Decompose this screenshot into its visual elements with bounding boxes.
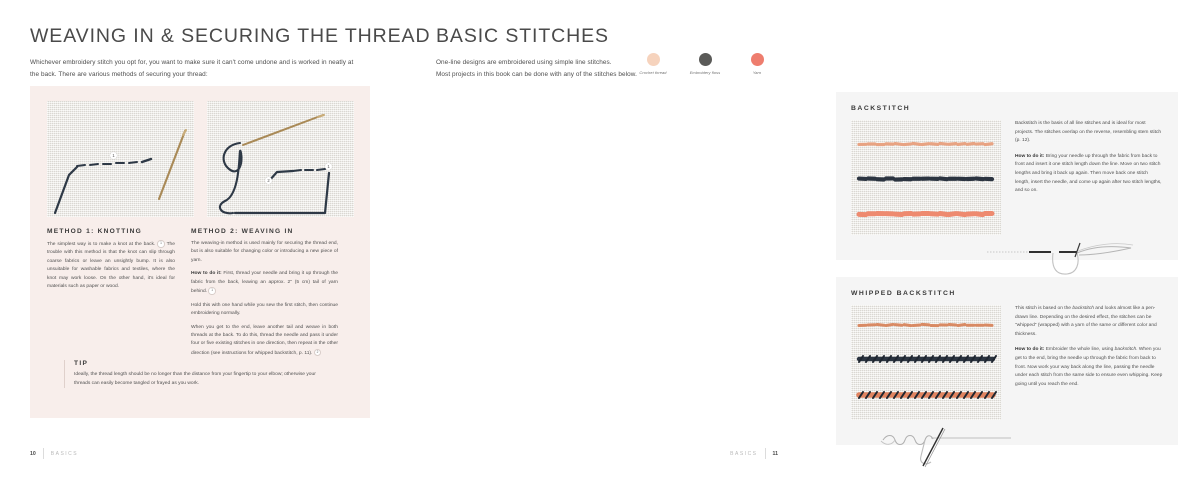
photo-weaving-in <box>207 101 354 217</box>
swatch-dot <box>647 53 660 66</box>
backstitch-howto-label: How to do it: <box>1015 153 1045 159</box>
whipped-diagram <box>851 424 1163 468</box>
swatch-dot <box>699 53 712 66</box>
tip-body: Ideally, the thread length should be no longer than the distance from your fingertip to your elbow; otherwise your threads can easily become tangled or frayed as you work. <box>74 372 316 386</box>
footer-divider <box>765 448 766 459</box>
footer-left <box>30 448 78 459</box>
backstitch-howto-text: Bring your needle up through the fabric from back to front and insert it one stitch length down the line. Move on two stitch lengths and bring it back up again. Then move back one stitch length, insert the needle, and come up again after two stitch lengths, and so on. <box>1015 153 1162 194</box>
legend-label: Yarn <box>752 70 762 75</box>
whipped-howto-post: . When you get to the end, bring the needle up through the fabric from back to front. Now work your way back along the line, passing the needle under each stitch from the same side to ensure even whipping. Keep going until you reach the end. <box>1015 347 1163 387</box>
card-whipped-row <box>851 305 1163 420</box>
method-2-howto-2: Hold this with one hand while you sew the first stitch, then continue embroidering normally. <box>191 302 338 317</box>
whipped-intro-em: backstitch <box>1072 306 1094 311</box>
photo-marker: 2 <box>265 177 272 184</box>
knotting-illustration <box>47 101 197 217</box>
whipped-howto-pre: Embroider the whole line, using <box>1045 347 1115 353</box>
photo-backstitch-sample <box>851 120 1001 235</box>
backstitch-intro: Backstitch is the basis of all line stitches and is ideal for most projects. The stitches overlap on the reverse, resembling stem stitch (p. 12). <box>1015 121 1162 144</box>
footer-section-left: BASICS <box>50 450 79 457</box>
inline-marker: 1 <box>157 240 165 248</box>
card-backstitch-heading: BACKSTITCH <box>851 105 911 112</box>
method-2-howto-3 <box>191 324 338 359</box>
method-2-intro: The weaving-in method is used mainly for securing the thread end, but is also suitable for changing color or introducing a new piece of yarn. <box>191 241 338 263</box>
whipped-howto <box>1015 346 1163 389</box>
swatch-dot <box>751 53 764 66</box>
intro-line-1: One-line designs are embroidered using simple line stitches. <box>436 59 612 67</box>
page-title-right: BASIC STITCHES <box>436 25 609 47</box>
card-whipped-heading: WHIPPED BACKSTITCH <box>851 290 956 297</box>
thread-legend <box>632 53 778 75</box>
backstitch-howto <box>1015 153 1163 196</box>
page-title-left: WEAVING IN & SECURING THE THREAD <box>30 25 431 47</box>
card-backstitch-text <box>1015 120 1163 235</box>
tip-heading: TIP <box>74 360 89 367</box>
whipped-howto-em: backstitch <box>1114 347 1137 353</box>
whipped-intro-pre: This stitch is based on the <box>1015 306 1073 311</box>
left-page <box>0 0 431 477</box>
inline-marker: 2 <box>314 349 322 357</box>
legend-label: Embroidery floss <box>689 70 721 75</box>
method-2-howto-1-text: First, thread your needle and bring it up through the fabric from the back, leaving an approx. 2" (5 cm) tail of yarn behind. <box>191 271 339 295</box>
whipped-howto-label: How to do it: <box>1015 347 1045 353</box>
card-backstitch-row <box>851 120 1163 235</box>
photo-marker: 1 <box>325 163 332 170</box>
card-whipped-backstitch <box>836 277 1178 445</box>
legend-item-yarn <box>736 53 778 75</box>
legend-label: Crochet thread <box>639 70 667 75</box>
footer-divider <box>43 448 44 459</box>
legend-item-crochet-thread <box>632 53 674 75</box>
method-1-body <box>47 240 175 292</box>
method-1-body-post: The trouble with this method is that the knot can slip through coarse fabrics or leave an unsightly bump. It is also unsuitable for washable fabrics and textiles, where the knot may work loose. On the other hand, it's ideal for materials such as paper or wood. <box>47 242 175 290</box>
footer-section-right: BASICS <box>730 450 758 457</box>
whipped-sample-lines <box>851 305 1001 420</box>
backstitch-sample-lines <box>851 120 1001 235</box>
method-2-heading: METHOD 2: WEAVING IN <box>191 228 294 235</box>
intro-paragraph-left: Whichever embroidery stitch you opt for, you want to make sure it can't come undone and is worked in neatly at the back. There are various methods of securing your thread: <box>30 59 354 79</box>
right-page <box>400 0 1163 477</box>
method-2-howto-label: How to do it: <box>191 271 222 277</box>
method-2-howto-3-text: When you get to the end, leave another tail and weave in both threads at the back. To do this, thread the needle and pass it under four or five existing stitches in one direction, then repeat in the other direction (see instructions for whipped backstitch, p. 11). <box>191 324 338 356</box>
card-whipped-text <box>1015 305 1163 420</box>
legend-item-embroidery-floss <box>684 53 726 75</box>
photo-knotting <box>47 101 194 217</box>
method-weaving-in <box>191 228 338 363</box>
method-2-howto-1 <box>191 270 338 296</box>
card-backstitch <box>836 92 1178 260</box>
photo-marker: 1 <box>110 152 117 159</box>
method-knotting <box>47 228 175 363</box>
methods-columns <box>47 228 354 363</box>
page-number-left: 10 <box>30 450 36 457</box>
method-photos <box>47 101 354 217</box>
method-1-heading: METHOD 1: KNOTTING <box>47 228 143 235</box>
page-number-right: 11 <box>772 450 778 457</box>
method-1-body-pre: The simplest way is to make a knot at the back. <box>47 242 156 248</box>
whipped-intro <box>1015 305 1163 339</box>
footer-right <box>730 448 778 459</box>
whipped-intro-post: and looks almost like a pen-drawn line. Depending on the desired effect, the stitches can be "whipped" (wrapped) with a yarn of the same or different color and thickness. <box>1015 306 1157 337</box>
weaving-illustration <box>207 101 357 217</box>
intro-line-2: Most projects in this book can be done with any of the stitches below. <box>436 71 637 79</box>
tip-box <box>64 360 319 388</box>
inline-marker: 1 <box>208 287 216 295</box>
photo-whipped-sample <box>851 305 1001 420</box>
whipped-diagram-svg <box>861 426 1041 470</box>
